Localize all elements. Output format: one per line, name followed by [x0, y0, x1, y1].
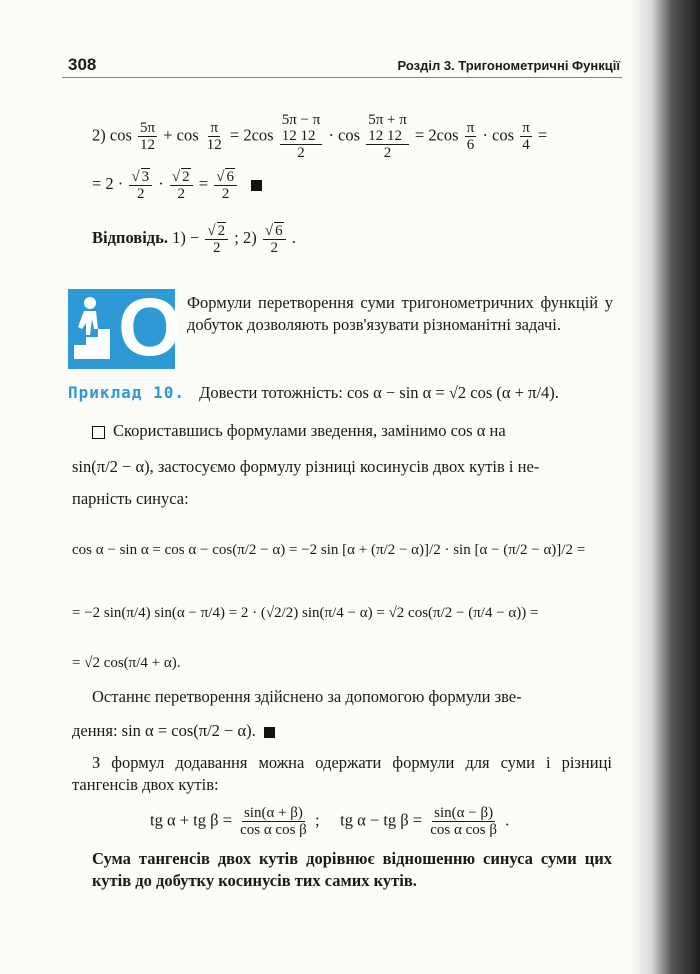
end-of-proof-icon [264, 727, 275, 738]
tangent-intro: З формул додавання можна одержати формули для суми і різниці тангенсів двох кутів: [72, 753, 612, 794]
item-label: 2) [92, 125, 106, 145]
numerator [280, 112, 323, 145]
page-number: 308 [68, 55, 97, 74]
fraction [520, 120, 532, 153]
tangent-formulas [150, 805, 509, 838]
solution-line-2 [92, 168, 262, 202]
text: . [505, 810, 510, 830]
chapter-title: Розділ 3. Тригонометричні Функції [397, 58, 620, 73]
text: ; 2) [234, 227, 257, 247]
info-letter: O [118, 282, 182, 373]
numerator: π [522, 120, 530, 136]
text: tg α + tg β = [150, 810, 232, 830]
example-label: Приклад 10. [68, 383, 185, 402]
fraction [205, 222, 228, 256]
fraction [170, 168, 193, 202]
denominator: cos α cos β [430, 822, 497, 838]
fraction [129, 168, 152, 202]
numerator: 5π [140, 120, 156, 136]
num-top: 5π + π [368, 112, 407, 128]
denominator: 2 [270, 240, 278, 256]
text: · cos [482, 125, 515, 145]
fraction [205, 120, 224, 153]
numerator: sin(α − β) [434, 805, 494, 821]
fraction [138, 120, 157, 153]
num-bottom: 12 12 [281, 128, 316, 144]
text: = [537, 125, 548, 145]
text: 1) − [172, 227, 200, 247]
numerator: π [466, 120, 475, 136]
denominator: 2 [177, 186, 186, 202]
proof-start-icon [92, 426, 105, 439]
num-bottom: 12 12 [368, 128, 402, 144]
denominator: 12 [206, 137, 222, 153]
equation-3: = √2 cos(π/4 + α). [72, 655, 181, 671]
note-paragraph-2 [72, 720, 612, 742]
text: · cos [328, 125, 361, 145]
text: tg α − tg β = [340, 810, 423, 830]
equation-2: = −2 sin(π/4) sin(α − π/4) = 2 · (√2/2) sin(π/4 − α) = √2 cos(π/2 − (π/4 − α)) = [72, 605, 539, 621]
equation-1: cos α − sin α = cos α − cos(π/2 − α) = −2 sin [α + (π/2 − α)]/2 · sin [α − (π/2 − α)]/2 = [72, 542, 586, 558]
denominator: 2 [297, 145, 305, 161]
text: = [198, 173, 209, 193]
tangent-rule: Сума тангенсів двох кутів дорівнює відношенню синуса суми цих кутів до добутку косинусів тих самих кутів. [92, 849, 612, 890]
end-of-proof-icon [251, 180, 262, 191]
numerator: √ 6 [263, 222, 286, 240]
text: · [158, 173, 164, 193]
denominator: 6 [466, 137, 475, 153]
text: + cos [163, 125, 199, 145]
radicand: 6 [275, 223, 283, 239]
note-paragraph: Останнє перетворення здійснено за допомогою формули зве- [92, 687, 522, 706]
denominator: 4 [522, 137, 530, 153]
denominator: 12 [140, 137, 156, 153]
answer-label: Відповідь. [92, 227, 168, 247]
fraction [280, 112, 323, 161]
denominator: 2 [213, 240, 221, 256]
radicand: 6 [226, 169, 234, 185]
proof-paragraph [92, 420, 612, 442]
info-text: Формули перетворення суми тригонометричних функцій у добуток дозволяють розв'язувати різноманітні задачі. [187, 293, 613, 334]
numerator: π [210, 120, 219, 136]
text: = 2 · [92, 173, 124, 193]
numerator: √ 6 [214, 168, 237, 186]
page-header [62, 55, 622, 78]
fraction [428, 805, 499, 838]
text: . [291, 227, 296, 247]
radicand: 2 [182, 169, 190, 185]
text: = 2cos [414, 125, 459, 145]
fraction [465, 120, 477, 153]
proof-paragraph-2: sin(π/2 − α), застосуємо формулу різниці косинусів двох кутів і не- [72, 457, 540, 476]
text: = 2cos [229, 125, 274, 145]
numerator [366, 112, 409, 145]
text: Скориставшись формулами зведення, замінимо cos α на [113, 421, 506, 440]
text: дення: sin α = cos(π/2 − α). [72, 721, 256, 740]
radicand: 3 [141, 169, 150, 185]
example-statement-end: (α + π/4). [496, 383, 559, 402]
info-icon [68, 282, 182, 373]
numerator: sin(α + β) [243, 805, 303, 821]
denominator: 2 [137, 186, 145, 202]
numerator: √ 3 [129, 168, 152, 186]
answer-line [92, 222, 296, 256]
example-heading [68, 383, 559, 403]
denominator: cos α cos β [240, 822, 307, 838]
numerator: √ 2 [205, 222, 228, 240]
denominator: 2 [383, 145, 392, 161]
numerator: √ 2 [170, 168, 193, 186]
book-spine-shadow [630, 0, 700, 974]
solution-line-1 [92, 112, 547, 161]
proof-paragraph-3: парність синуса: [72, 489, 189, 508]
radicand: 2 [217, 223, 226, 239]
fraction [263, 222, 286, 256]
example-statement: Довести тотожність: cos α − sin α = √2 cos [199, 383, 493, 402]
denominator: 2 [221, 186, 230, 202]
text: ; [314, 810, 320, 830]
text: cos [109, 125, 132, 145]
fraction [366, 112, 409, 161]
num-top: 5π − π [281, 112, 321, 128]
fraction [214, 168, 237, 202]
fraction [238, 805, 309, 838]
